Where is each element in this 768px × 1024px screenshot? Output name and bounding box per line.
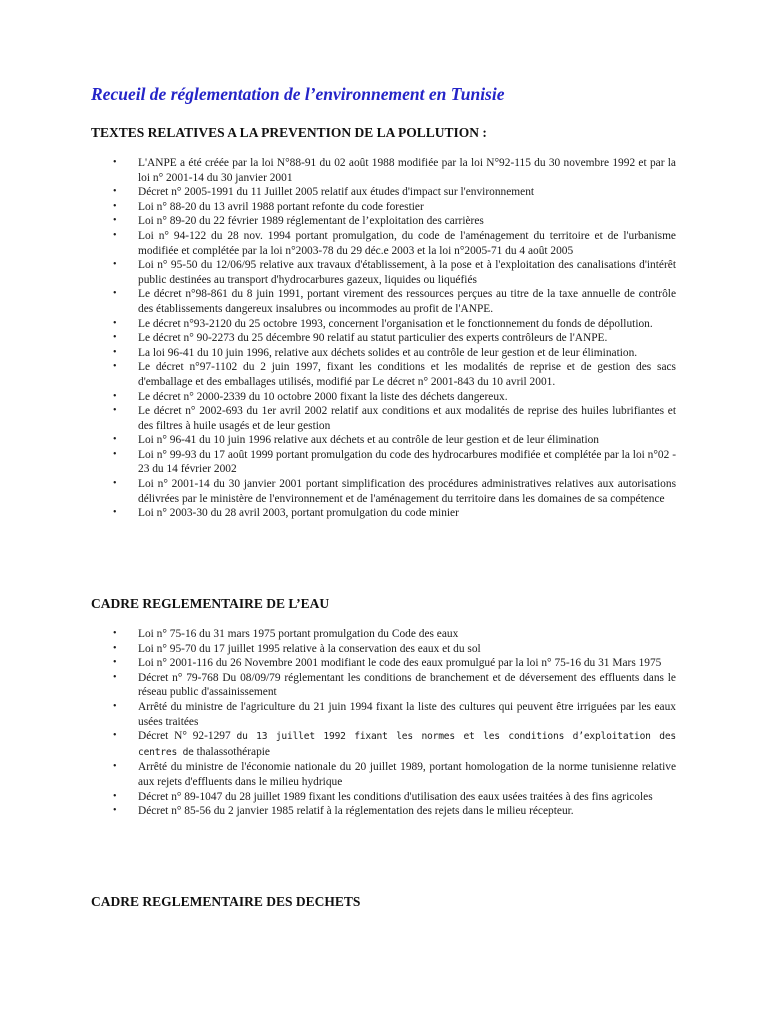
bullet-icon: •	[113, 332, 117, 344]
list-item-text: Décret n° 85-56 du 2 janvier 1985 relatif à la réglementation des rejets dans le milieu récepteur.	[138, 805, 574, 818]
section-heading-dechets: CADRE REGLEMENTAIRE DES DECHETS	[91, 894, 361, 909]
bullet-icon: •	[113, 229, 117, 241]
list-item	[0, 346, 676, 361]
list-item-text: Arrêté du ministre de l'agriculture du 21 juin 1994 fixant la liste des cultures qui peuvent être irriguées par les eaux usées traitées	[138, 700, 676, 728]
list-item-text: Loi n° 95-70 du 17 juillet 1995 relative à la conservation des eaux et du sol	[138, 642, 481, 655]
list-item	[0, 627, 676, 642]
bullet-icon: •	[113, 657, 117, 669]
list-item-text: La loi 96-41 du 10 juin 1996, relative aux déchets solides et au contrôle de leur gestion et de leur élimination.	[138, 346, 638, 359]
bullet-icon: •	[113, 346, 117, 358]
list-item	[0, 804, 676, 819]
bullet-icon: •	[113, 186, 117, 198]
bullet-icon: •	[113, 805, 117, 817]
bullet-icon: •	[113, 671, 117, 683]
bullet-icon: •	[113, 730, 117, 742]
bullet-icon: •	[113, 700, 117, 712]
list-item-text: Décret n° 2005-1991 du 11 Juillet 2005 relatif aux études d'impact sur l'environnement	[138, 186, 535, 199]
bullet-icon: •	[113, 317, 117, 329]
bullet-icon: •	[113, 790, 117, 802]
list-item	[0, 477, 676, 506]
list-item	[0, 433, 676, 448]
list-item	[0, 448, 676, 477]
list-item-text-prefix: Décret N° 92-1297	[138, 730, 237, 743]
list-item-text: Le décret n° 2000-2339 du 10 octobre 2000 fixant la liste des déchets dangereux.	[138, 390, 508, 403]
bullet-icon: •	[113, 200, 117, 212]
list-item-text: Le décret n°98-861 du 8 juin 1991, portant virement des ressources perçues au titre de la taxe annuelle de contrôle des établissements dangereux insalubres ou incommodes au profit de l'ANPE.	[138, 288, 676, 315]
list-item	[0, 258, 676, 287]
bullet-icon: •	[113, 448, 117, 460]
list-item	[0, 642, 676, 657]
list-item-text: Loi n° 2001-116 du 26 Novembre 2001 modifiant le code des eaux promulgué par la loi n° 75-16 du 31 Mars 1975	[138, 657, 662, 670]
list-item-text: Loi n° 94-122 du 28 nov. 1994 portant promulgation, du code de l'aménagement du territoire et de l'urbanisme modifiée et complétée par la loi n°2003-78 du 29 déc.e 2003 et la loi n°2005-71 du 4 août 2005	[138, 229, 676, 257]
list-item	[0, 656, 676, 671]
bullet-icon: •	[113, 405, 117, 417]
list-item-text: Loi n° 96-41 du 10 juin 1996 relative aux déchets et au contrôle de leur gestion et de leur élimination	[138, 434, 599, 447]
list-item	[0, 156, 676, 185]
list-item-text: Le décret n° 2002-693 du 1er avril 2002 relatif aux conditions et aux modalités de reprise des huiles lubrifiantes et des filtres à huile usagés et de leur gestion	[138, 405, 676, 432]
list-item	[0, 185, 676, 200]
list-item-text: Loi n° 99-93 du 17 août 1999 portant promulgation du code des hydrocarbures modifiée et complétée par la loi n°02 - 23 du 14 février 2002	[138, 448, 676, 476]
bullet-icon: •	[113, 761, 117, 773]
list-item	[0, 404, 676, 433]
list-item-text-mono: du 13 juillet 1992 fixant les normes et les conditions d’exploitation des centres de	[138, 731, 677, 758]
list-eau	[0, 627, 768, 819]
list-item	[0, 317, 676, 332]
list-item	[0, 390, 676, 405]
list-item	[0, 200, 676, 215]
bullet-icon: •	[113, 642, 117, 654]
list-item	[0, 790, 676, 805]
list-item-text: L'ANPE a été créée par la loi N°88-91 du 02 août 1988 modifiée par la loi N°92-115 du 30 novembre 1992 et par la loi n° 2001-14 du 30 janvier 2001	[138, 157, 676, 184]
list-item	[0, 729, 676, 760]
list-item-text: Loi n° 95-50 du 12/06/95 relative aux travaux d'établissement, à la pose et à l'exploitation des canalisations d'intérêt public destinées au transport d'hydrocarbures gazeux, liquides ou liquéfiés	[138, 259, 676, 286]
section-heading-pollution: TEXTES RELATIVES A LA PREVENTION DE LA POLLUTION :	[91, 125, 487, 140]
list-item-text: Arrêté du ministre de l'économie nationale du 20 juillet 1989, portant homologation de la norme tunisienne relative aux rejets d'effluents dans le milieu hydrique	[138, 761, 676, 788]
list-item	[0, 229, 676, 258]
list-item	[0, 506, 676, 521]
list-item	[0, 760, 676, 789]
bullet-icon: •	[113, 507, 117, 519]
list-item-text: Décret n° 89-1047 du 28 juillet 1989 fixant les conditions d'utilisation des eaux usées traitées à des fins agricoles	[138, 790, 653, 803]
list-item-text-suffix: thalassothérapie	[193, 745, 270, 758]
list-item	[0, 360, 676, 389]
list-item-text: Loi n° 2001-14 du 30 janvier 2001 portant simplification des procédures administratives relatives aux autorisations délivrées par le ministère de l'environnement et de l'aménagement du territoire dans les domaines de sa compétence	[138, 478, 676, 505]
bullet-icon: •	[113, 288, 117, 300]
list-item	[0, 287, 676, 316]
list-item	[0, 671, 676, 700]
list-item-text: Loi n° 88-20 du 13 avril 1988 portant refonte du code forestier	[138, 200, 424, 213]
list-item	[0, 331, 676, 346]
list-item-text: Loi n° 75-16 du 31 mars 1975 portant promulgation du Code des eaux	[138, 628, 459, 640]
bullet-icon: •	[113, 259, 117, 271]
list-pollution	[0, 156, 768, 521]
section-heading-eau: CADRE REGLEMENTAIRE DE L’EAU	[91, 596, 330, 611]
list-item-text: Loi n° 2003-30 du 28 avril 2003, portant promulgation du code minier	[138, 507, 459, 520]
bullet-icon: •	[113, 361, 117, 373]
bullet-icon: •	[113, 478, 117, 490]
bullet-icon: •	[113, 390, 117, 402]
list-item	[0, 700, 676, 729]
bullet-icon: •	[113, 628, 117, 639]
bullet-icon: •	[113, 434, 117, 446]
list-item-text: Le décret n° 90-2273 du 25 décembre 90 relatif au statut particulier des experts contrôleurs de l'ANPE.	[138, 332, 608, 345]
list-item-text: Loi n° 89-20 du 22 février 1989 réglementant de l’exploitation des carrières	[138, 215, 484, 228]
bullet-icon: •	[113, 215, 117, 227]
document-title: Recueil de réglementation de l’environnement en Tunisie	[91, 84, 505, 104]
list-item-text: Le décret n°97-1102 du 2 juin 1997, fixant les conditions et les modalités de reprise et de gestion des sacs d'emballage et des emballages utilisés, modifié par Le décret n° 2001-843 du 10 avril 2001.	[138, 361, 676, 388]
list-item-text: Décret n° 79-768 Du 08/09/79 réglementant les conditions de branchement et de déversement des effluents dans le réseau public d'assainissement	[138, 671, 676, 699]
list-item	[0, 214, 676, 229]
list-item-text: Le décret n°93-2120 du 25 octobre 1993, concernent l'organisation et le fonctionnement du fonds de dépollution.	[138, 317, 653, 330]
bullet-icon: •	[113, 157, 117, 168]
